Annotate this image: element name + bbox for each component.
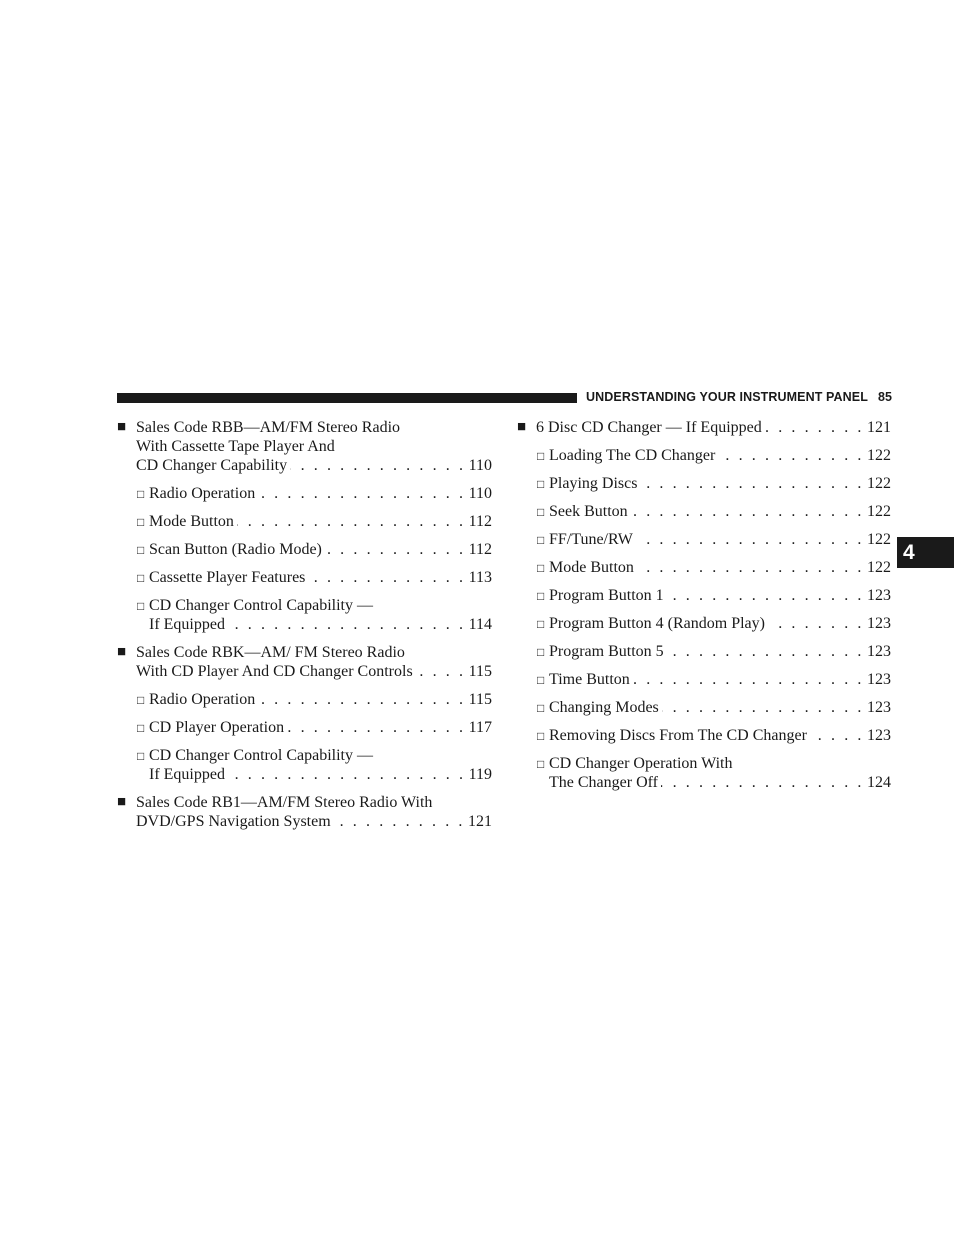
toc-entry-title: 6 Disc CD Changer — If Equipped [536,419,762,436]
toc-subentry[interactable] [117,568,492,587]
toc-entry-page: 122 [867,447,891,464]
toc-subentry[interactable] [517,726,891,745]
toc-entry-title: Removing Discs From The CD Changer [549,727,807,744]
toc-entry-title: If Equipped [149,766,225,783]
toc-subentry[interactable] [517,614,891,633]
toc-entry-title: Scan Button (Radio Mode) [149,541,322,558]
dot-leader [228,615,466,634]
open-square-bullet-icon: □ [537,449,545,463]
toc-entry-page: 123 [867,643,891,660]
toc-right-column [517,418,891,801]
toc-entry-page: 112 [468,541,492,558]
running-header [586,390,892,404]
toc-entry-page: 123 [867,727,891,744]
toc-subentry[interactable] [517,754,891,792]
open-square-bullet-icon: □ [137,693,145,707]
open-square-bullet-icon: □ [537,561,545,575]
filled-square-bullet-icon: ■ [117,794,127,810]
dot-leader [237,512,466,531]
open-square-bullet-icon: □ [537,701,545,715]
header-rule [117,393,577,403]
toc-subentry[interactable] [117,718,492,737]
toc-entry-title: Program Button 4 (Random Play) [549,615,765,632]
page-number: 85 [877,390,893,404]
toc-subentry[interactable] [117,690,492,709]
toc-subentry[interactable] [517,670,891,689]
toc-entry[interactable] [117,643,492,681]
toc-subentry[interactable] [517,642,891,661]
open-square-bullet-icon: □ [537,729,545,743]
toc-entry-page: 110 [468,457,492,474]
dot-leader [290,456,466,475]
toc-entry-title: CD Changer Capability [136,457,288,474]
toc-entry-title: Mode Button [149,513,234,530]
dot-leader [765,418,864,437]
dot-leader [258,484,465,503]
dot-leader [325,540,466,559]
dot-leader [667,586,864,605]
toc-entry-title: Seek Button [549,503,628,520]
toc-entry-title: Program Button 5 [549,643,664,660]
toc-entry-title: Cassette Player Features [149,569,306,586]
dot-leader [640,474,864,493]
toc-entry-title: Loading The CD Changer [549,447,716,464]
open-square-bullet-icon: □ [137,749,145,763]
toc-subentry[interactable] [117,746,492,784]
toc-entry-page: 110 [468,485,492,502]
toc-entry-page: 123 [867,699,891,716]
filled-square-bullet-icon: ■ [517,419,527,435]
open-square-bullet-icon: □ [137,543,145,557]
open-square-bullet-icon: □ [137,599,145,613]
toc-entry-line: Sales Code RBB—AM/FM Stereo Radio [136,419,401,436]
toc-entry-title: Changing Modes [549,699,659,716]
open-square-bullet-icon: □ [537,589,545,603]
toc-entry-page: 113 [468,569,492,586]
toc-entry[interactable] [117,418,492,475]
toc-entry-title: Playing Discs [549,475,638,492]
toc-entry-title: FF/Tune/RW [549,531,633,548]
open-square-bullet-icon: □ [137,721,145,735]
toc-entry-page: 117 [468,719,492,736]
toc-entry-title: Mode Button [549,559,634,576]
toc-entry-line: CD Changer Operation With [549,755,733,772]
toc-entry-page: 123 [867,615,891,632]
open-square-bullet-icon: □ [537,533,545,547]
toc-entry-page: 114 [468,616,492,633]
toc-entry-line: CD Changer Control Capability — [149,597,373,614]
toc-entry-page: 122 [867,559,891,576]
toc-entry[interactable] [117,793,492,831]
open-square-bullet-icon: □ [137,571,145,585]
toc-entry-page: 121 [468,813,492,830]
toc-subentry[interactable] [117,512,492,531]
open-square-bullet-icon: □ [537,757,545,771]
toc-entry-line: With Cassette Tape Player And [136,438,335,455]
toc-entry-page: 122 [867,531,891,548]
open-square-bullet-icon: □ [137,515,145,529]
dot-leader [287,718,466,737]
toc-entry-page: 115 [468,663,492,680]
dot-leader [637,558,864,577]
dot-leader [308,568,465,587]
dot-leader [718,446,864,465]
toc-subentry[interactable] [117,540,492,559]
filled-square-bullet-icon: ■ [117,644,127,660]
toc-entry[interactable] [517,418,891,437]
toc-entry-line: Sales Code RBK—AM/ FM Stereo Radio [136,644,405,661]
dot-leader [334,812,465,831]
toc-entry-line: Sales Code RB1—AM/FM Stereo Radio With [136,794,433,811]
open-square-bullet-icon: □ [537,505,545,519]
toc-entry-page: 122 [867,475,891,492]
toc-entry-title: Radio Operation [149,485,256,502]
toc-entry-title: Time Button [549,671,630,688]
open-square-bullet-icon: □ [537,617,545,631]
dot-leader [633,670,864,689]
toc-entry-page: 124 [867,774,891,791]
dot-leader [662,698,864,717]
dot-leader [810,726,864,745]
toc-subentry[interactable] [517,586,891,605]
open-square-bullet-icon: □ [137,487,145,501]
toc-entry-title: Program Button 1 [549,587,664,604]
toc-entry-page: 122 [867,503,891,520]
toc-entry-page: 115 [468,691,492,708]
toc-entry-line: CD Changer Control Capability — [149,747,373,764]
toc-entry-title: DVD/GPS Navigation System [136,813,331,830]
toc-subentry[interactable] [117,484,492,503]
open-square-bullet-icon: □ [537,477,545,491]
toc-entry-page: 112 [468,513,492,530]
toc-entry-title: The Changer Off [549,774,658,791]
toc-entry-title: If Equipped [149,616,225,633]
toc-subentry[interactable] [517,502,891,521]
open-square-bullet-icon: □ [537,645,545,659]
dot-leader [661,773,864,792]
toc-entry-title: CD Player Operation [149,719,285,736]
toc-entry-page: 119 [468,766,492,783]
toc-subentry[interactable] [117,596,492,634]
toc-entry-page: 123 [867,587,891,604]
filled-square-bullet-icon: ■ [117,419,127,435]
dot-leader [667,642,864,661]
dot-leader [228,765,466,784]
toc-entry-page: 121 [867,419,891,436]
toc-left-column [117,418,492,840]
section-title: UNDERSTANDING YOUR INSTRUMENT PANEL [586,390,868,404]
open-square-bullet-icon: □ [537,673,545,687]
toc-entry-title: With CD Player And CD Changer Controls [136,663,413,680]
dot-leader [631,502,864,521]
toc-subentry[interactable] [517,558,891,577]
toc-subentry[interactable] [517,530,891,549]
toc-subentry[interactable] [517,698,891,717]
dot-leader [768,614,864,633]
dot-leader [636,530,864,549]
toc-entry-title: Radio Operation [149,691,256,708]
chapter-tab[interactable]: 4 [897,537,954,568]
dot-leader [416,662,466,681]
toc-subentry[interactable] [517,446,891,465]
dot-leader [258,690,465,709]
toc-entry-page: 123 [867,671,891,688]
toc-subentry[interactable] [517,474,891,493]
